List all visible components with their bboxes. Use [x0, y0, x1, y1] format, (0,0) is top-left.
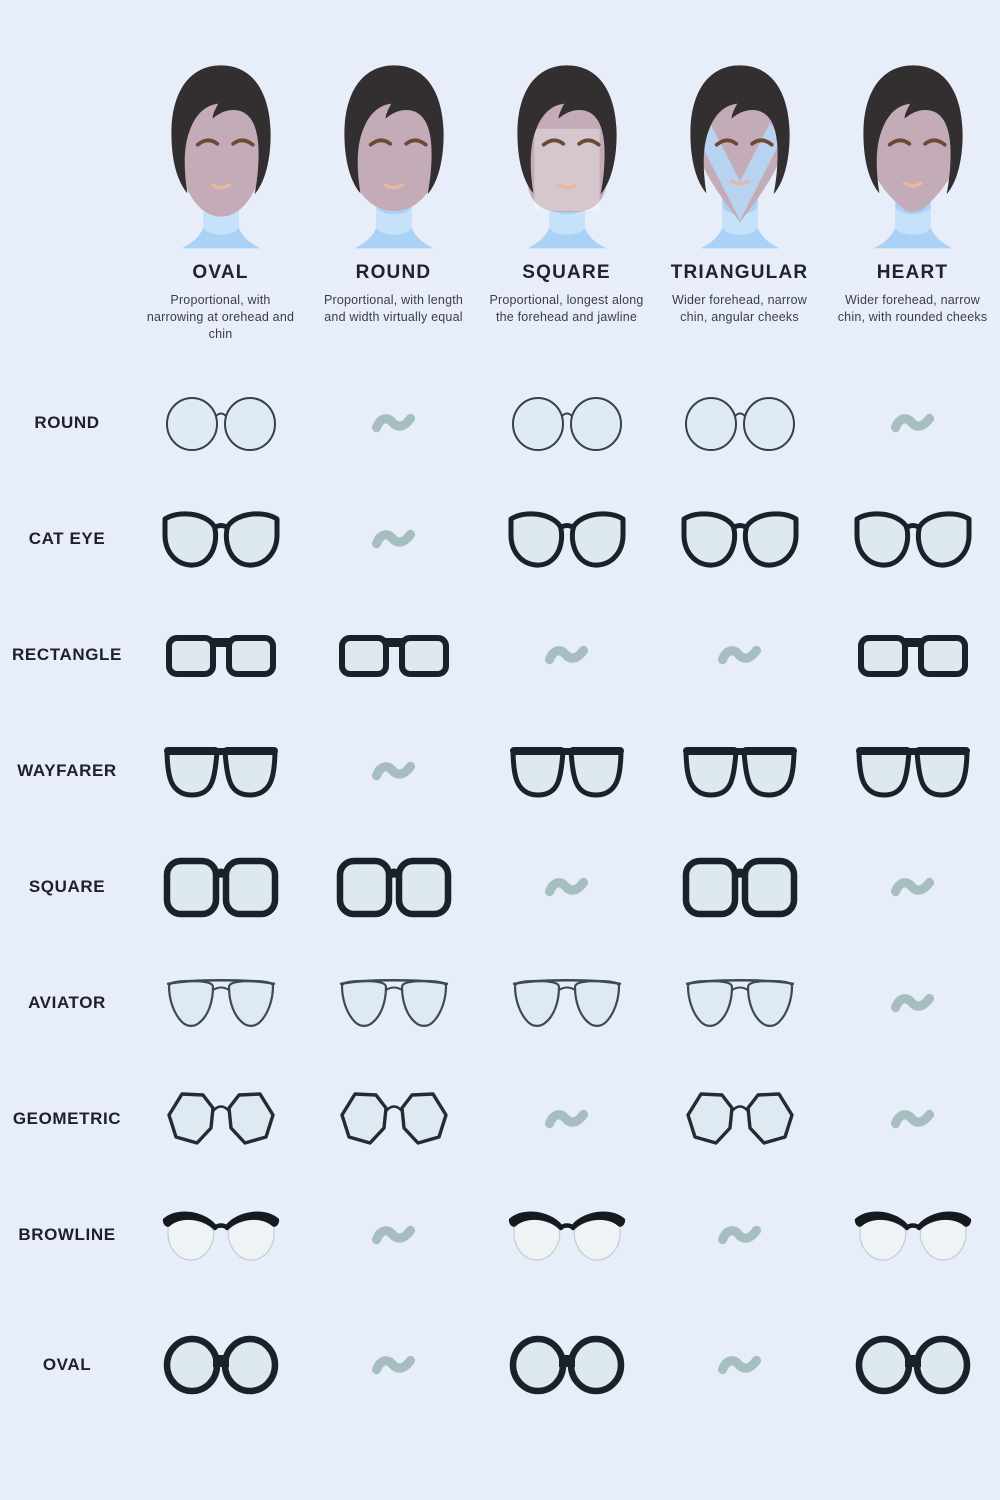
glasses-type-label-rectangle: RECTANGLE [12, 644, 122, 664]
oval-glasses-icon [507, 1333, 627, 1397]
header-spacer [0, 56, 134, 343]
cell-geometric-triangular [653, 1087, 826, 1151]
square-glasses-icon [680, 855, 800, 919]
tilde-icon [891, 411, 935, 435]
cell-wayfarer-triangular [653, 739, 826, 803]
tilde-icon [718, 1353, 762, 1377]
face-illustration-triangular [670, 56, 810, 254]
glasses-row-square [0, 829, 1000, 945]
glasses-type-label-oval: OVAL [42, 1354, 92, 1374]
glasses-row-wayfarer [0, 713, 1000, 829]
cell-rectangle-oval [134, 623, 307, 687]
cell-cat-eye-heart [826, 507, 999, 571]
glasses-row-aviator [0, 945, 1000, 1061]
rectangle-glasses-icon [334, 623, 454, 687]
aviator-glasses-icon [161, 971, 281, 1035]
tilde-icon [718, 1223, 762, 1247]
cell-square-heart [826, 875, 999, 899]
face-shape-name: ROUND [355, 262, 432, 283]
cell-rectangle-square [480, 643, 653, 667]
glasses-row-geometric [0, 1061, 1000, 1177]
cell-cat-eye-oval [134, 507, 307, 571]
cell-wayfarer-round [307, 759, 480, 783]
face-column-triangular [653, 56, 826, 343]
cell-wayfarer-oval [134, 739, 307, 803]
cell-geometric-heart [826, 1107, 999, 1131]
tilde-icon [372, 527, 416, 551]
cell-aviator-round [307, 971, 480, 1035]
cell-square-round [307, 855, 480, 919]
face-column-round [307, 56, 480, 343]
cell-wayfarer-heart [826, 739, 999, 803]
oval-glasses-icon [161, 1333, 281, 1397]
cell-browline-square [480, 1203, 653, 1267]
face-shape-description: Proportional, with narrowing at orehead and chin [146, 293, 295, 341]
oval-glasses-icon [853, 1333, 973, 1397]
compatibility-matrix [0, 365, 1000, 1423]
wayfarer-glasses-icon [507, 739, 627, 803]
rectangle-glasses-icon [161, 623, 281, 687]
cell-aviator-oval [134, 971, 307, 1035]
face-illustration-round [324, 56, 464, 254]
cell-round-oval [134, 391, 307, 455]
face-illustration-oval [151, 56, 291, 254]
cell-rectangle-triangular [653, 643, 826, 667]
cell-browline-oval [134, 1203, 307, 1267]
face-shape-description: Wider forehead, narrow chin, with rounded cheeks [837, 293, 988, 324]
cell-round-triangular [653, 391, 826, 455]
browline-glasses-icon [853, 1203, 973, 1267]
face-illustration-square [497, 56, 637, 254]
browline-glasses-icon [507, 1203, 627, 1267]
glasses-type-label-aviator: AVIATOR [28, 992, 106, 1012]
tilde-icon [545, 643, 589, 667]
glasses-row-round [0, 365, 1000, 481]
glasses-row-rectangle [0, 597, 1000, 713]
face-column-oval [134, 56, 307, 343]
cell-aviator-triangular [653, 971, 826, 1035]
rectangle-glasses-icon [853, 623, 973, 687]
cell-square-square [480, 875, 653, 899]
square-glasses-icon [161, 855, 281, 919]
cell-browline-triangular [653, 1223, 826, 1247]
cell-browline-round [307, 1223, 480, 1247]
cell-rectangle-heart [826, 623, 999, 687]
cell-square-oval [134, 855, 307, 919]
cell-rectangle-round [307, 623, 480, 687]
cell-wayfarer-square [480, 739, 653, 803]
face-shape-name: HEART [876, 262, 949, 283]
cell-oval-round [307, 1353, 480, 1377]
aviator-glasses-icon [507, 971, 627, 1035]
geometric-glasses-icon [161, 1087, 281, 1151]
round-glasses-icon [680, 391, 800, 455]
face-illustration-heart [843, 56, 983, 254]
tilde-icon [372, 411, 416, 435]
face-column-square [480, 56, 653, 343]
glasses-type-label-square: SQUARE [28, 876, 106, 896]
glasses-type-label-wayfarer: WAYFARER [17, 760, 117, 780]
cat-eye-glasses-icon [853, 507, 973, 571]
tilde-icon [372, 759, 416, 783]
wayfarer-glasses-icon [680, 739, 800, 803]
face-shape-name: OVAL [192, 262, 249, 283]
wayfarer-glasses-icon [161, 739, 281, 803]
cell-round-heart [826, 411, 999, 435]
cat-eye-glasses-icon [680, 507, 800, 571]
wayfarer-glasses-icon [853, 739, 973, 803]
cell-cat-eye-square [480, 507, 653, 571]
cell-round-round [307, 411, 480, 435]
tilde-icon [891, 991, 935, 1015]
tilde-icon [891, 875, 935, 899]
tilde-icon [891, 1107, 935, 1131]
cell-round-square [480, 391, 653, 455]
cell-cat-eye-triangular [653, 507, 826, 571]
cell-aviator-heart [826, 991, 999, 1015]
cell-oval-heart [826, 1333, 999, 1397]
round-glasses-icon [507, 391, 627, 455]
round-glasses-icon [161, 391, 281, 455]
glasses-type-label-browline: BROWLINE [18, 1224, 116, 1244]
glasses-type-label-round: ROUND [34, 412, 100, 432]
tilde-icon [372, 1223, 416, 1247]
cell-geometric-oval [134, 1087, 307, 1151]
face-column-heart [826, 56, 999, 343]
glasses-row-browline [0, 1177, 1000, 1293]
tilde-icon [372, 1353, 416, 1377]
face-shape-name: SQUARE [522, 262, 611, 283]
geometric-glasses-icon [334, 1087, 454, 1151]
cell-square-triangular [653, 855, 826, 919]
geometric-glasses-icon [680, 1087, 800, 1151]
browline-glasses-icon [161, 1203, 281, 1267]
face-shape-description: Proportional, with length and width virtually equal [323, 293, 464, 324]
tilde-icon [545, 1107, 589, 1131]
glasses-type-label-geometric: GEOMETRIC [12, 1108, 122, 1128]
cell-oval-square [480, 1333, 653, 1397]
cat-eye-glasses-icon [161, 507, 281, 571]
cell-aviator-square [480, 971, 653, 1035]
tilde-icon [718, 643, 762, 667]
cell-browline-heart [826, 1203, 999, 1267]
glasses-row-cat-eye [0, 481, 1000, 597]
aviator-glasses-icon [680, 971, 800, 1035]
cell-geometric-square [480, 1107, 653, 1131]
cell-geometric-round [307, 1087, 480, 1151]
cell-cat-eye-round [307, 527, 480, 551]
face-shape-header [0, 0, 1000, 343]
face-shape-description: Wider forehead, narrow chin, angular cheeks [671, 293, 807, 324]
square-glasses-icon [334, 855, 454, 919]
glasses-row-oval [0, 1307, 1000, 1423]
face-shape-description: Proportional, longest along the forehead and jawline [489, 293, 644, 324]
glasses-type-label-cat-eye: CAT EYE [28, 528, 106, 548]
face-shape-name: TRIANGULAR [670, 262, 809, 283]
cell-oval-triangular [653, 1353, 826, 1377]
cell-oval-oval [134, 1333, 307, 1397]
aviator-glasses-icon [334, 971, 454, 1035]
tilde-icon [545, 875, 589, 899]
cat-eye-glasses-icon [507, 507, 627, 571]
